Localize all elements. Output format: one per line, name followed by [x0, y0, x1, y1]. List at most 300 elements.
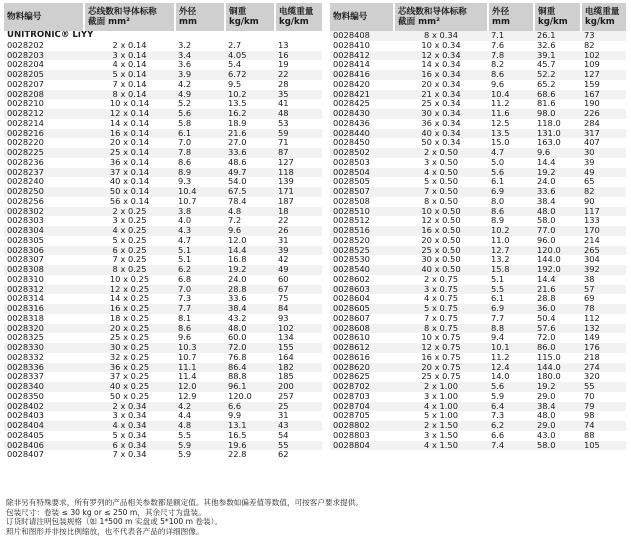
cell-part-number: 0028404 — [4, 421, 84, 431]
table-row — [4, 363, 322, 373]
table-row — [4, 70, 322, 80]
cell-copper-weight: 60.0 — [225, 333, 275, 343]
cell-cable-weight: 43 — [275, 421, 322, 431]
cell-copper-weight: 2.7 — [225, 41, 275, 51]
table-row — [330, 294, 626, 304]
cell-copper-weight: 36.0 — [534, 304, 581, 314]
cell-outer-diameter: 5.6 — [175, 109, 225, 119]
cell-copper-weight: 6.6 — [225, 402, 275, 412]
table-row — [330, 421, 626, 431]
cell-outer-diameter: 9.4 — [488, 333, 534, 343]
cell-cores-cross-section: 5 x 0.25 — [84, 236, 175, 246]
cell-part-number: 0028303 — [4, 216, 84, 226]
cell-outer-diameter: 12.0 — [175, 382, 225, 392]
cell-part-number: 0028337 — [4, 372, 84, 382]
cell-cores-cross-section: 3 x 0.14 — [84, 51, 175, 61]
cell-part-number: 0028504 — [330, 168, 394, 178]
cell-copper-weight: 16.5 — [225, 431, 275, 441]
cell-cores-cross-section: 10 x 0.50 — [394, 207, 488, 217]
table-row — [4, 216, 322, 226]
cell-cable-weight: 41 — [275, 99, 322, 109]
table-row — [4, 392, 322, 402]
cell-cable-weight: 159 — [581, 80, 626, 90]
cell-copper-weight: 24.0 — [534, 177, 581, 187]
cell-copper-weight: 48.0 — [534, 411, 581, 421]
cell-outer-diameter: 8.6 — [488, 207, 534, 217]
cell-cores-cross-section: 2 x 1.00 — [394, 382, 488, 392]
cell-cores-cross-section: 25 x 0.14 — [84, 148, 175, 158]
table-row — [4, 450, 322, 460]
cell-part-number: 0028803 — [330, 431, 394, 441]
table-row — [4, 411, 322, 421]
cell-outer-diameter: 7.0 — [175, 138, 225, 148]
cell-copper-weight: 86.4 — [225, 363, 275, 373]
table-row — [330, 90, 626, 100]
cell-outer-diameter: 9.6 — [175, 333, 225, 343]
cell-copper-weight: 118.0 — [534, 119, 581, 129]
cell-cores-cross-section: 7 x 0.34 — [84, 450, 175, 460]
table-row — [4, 99, 322, 109]
cell-copper-weight: 12.0 — [225, 236, 275, 246]
cell-cable-weight: 187 — [275, 197, 322, 207]
table-row — [4, 119, 322, 129]
cell-cores-cross-section: 50 x 0.14 — [84, 187, 175, 197]
cell-outer-diameter: 10.2 — [488, 226, 534, 236]
cell-part-number: 0028416 — [330, 70, 394, 80]
cable-table-left — [4, 3, 322, 460]
cell-cable-weight: 98 — [581, 411, 626, 421]
cell-copper-weight: 144.0 — [534, 363, 581, 373]
cell-cores-cross-section: 4 x 0.34 — [84, 421, 175, 431]
cell-cable-weight: 53 — [275, 119, 322, 129]
cell-cable-weight: 127 — [581, 70, 626, 80]
cell-cores-cross-section: 3 x 0.50 — [394, 158, 488, 168]
table-row — [4, 138, 322, 148]
note-line: 包装尺寸：卷装 ≤ 30 kg or ≤ 250 m，其余尺寸为盘装。 — [6, 507, 206, 517]
table-row — [4, 168, 322, 178]
cell-part-number: 0028440 — [330, 129, 394, 139]
cell-part-number: 0028402 — [4, 402, 84, 412]
cell-cores-cross-section: 30 x 0.34 — [394, 109, 488, 119]
cell-part-number: 0028225 — [4, 148, 84, 158]
cell-part-number: 0028421 — [330, 90, 394, 100]
cell-outer-diameter: 8.9 — [488, 216, 534, 226]
cell-outer-diameter: 12.5 — [488, 119, 534, 129]
cell-cores-cross-section: 7 x 0.50 — [394, 187, 488, 197]
cell-part-number: 0028425 — [330, 99, 394, 109]
cell-copper-weight: 48.0 — [225, 324, 275, 334]
cell-copper-weight: 4.8 — [225, 207, 275, 217]
cell-cores-cross-section: 20 x 0.75 — [394, 363, 488, 373]
cell-cores-cross-section: 5 x 1.00 — [394, 411, 488, 421]
table-row — [4, 90, 322, 100]
cell-part-number: 0028610 — [330, 333, 394, 343]
cell-part-number: 0028512 — [330, 216, 394, 226]
table-row — [4, 421, 322, 431]
table-row — [4, 304, 322, 314]
cell-copper-weight: 68.6 — [534, 90, 581, 100]
cell-cores-cross-section: 5 x 0.14 — [84, 70, 175, 80]
header-cores-cross-section: 芯线数和导体标称 截面 mm² — [84, 3, 175, 31]
cell-cores-cross-section: 12 x 0.34 — [394, 51, 488, 61]
cell-cores-cross-section: 3 x 0.25 — [84, 216, 175, 226]
cell-part-number: 0028318 — [4, 314, 84, 324]
cell-cores-cross-section: 7 x 0.14 — [84, 80, 175, 90]
cell-cable-weight: 25 — [275, 402, 322, 412]
cell-copper-weight: 9.6 — [225, 226, 275, 236]
cell-outer-diameter: 6.1 — [488, 177, 534, 187]
cell-cable-weight: 132 — [581, 324, 626, 334]
cell-part-number: 0028520 — [330, 236, 394, 246]
cell-part-number: 0028314 — [4, 294, 84, 304]
cell-copper-weight: 16.8 — [225, 255, 275, 265]
table-row — [4, 372, 322, 382]
cell-copper-weight: 58.0 — [534, 216, 581, 226]
cell-outer-diameter: 6.6 — [488, 431, 534, 441]
table-row — [330, 382, 626, 392]
cell-outer-diameter: 6.2 — [175, 265, 225, 275]
table-body-left — [4, 31, 322, 460]
cell-outer-diameter: 12.9 — [175, 392, 225, 402]
cell-cable-weight: 176 — [581, 343, 626, 353]
cell-cores-cross-section: 25 x 0.25 — [84, 333, 175, 343]
cell-copper-weight: 13.1 — [225, 421, 275, 431]
table-row — [330, 187, 626, 197]
cell-cable-weight: 257 — [275, 392, 322, 402]
table-row — [4, 41, 322, 51]
cell-cable-weight: 49 — [581, 168, 626, 178]
note-line: 订货时请注明包装规格（如 1*500 m 实盘或 5*100 m 卷装）。 — [6, 517, 223, 527]
table-row — [4, 80, 322, 90]
table-row — [4, 343, 322, 353]
cell-outer-diameter: 15.8 — [488, 265, 534, 275]
cell-copper-weight: 163.0 — [534, 138, 581, 148]
cell-cable-weight: 304 — [581, 255, 626, 265]
table-row — [330, 411, 626, 421]
cell-cores-cross-section: 25 x 0.50 — [394, 246, 488, 256]
cell-cores-cross-section: 3 x 1.00 — [394, 392, 488, 402]
cell-outer-diameter: 5.1 — [175, 246, 225, 256]
cell-cores-cross-section: 10 x 0.25 — [84, 275, 175, 285]
header-copper-weight: 铜重 kg/km — [225, 3, 275, 31]
cell-copper-weight: 81.6 — [534, 99, 581, 109]
cell-cable-weight: 88 — [581, 431, 626, 441]
cell-outer-diameter: 8.8 — [488, 324, 534, 334]
cell-outer-diameter: 4.7 — [488, 148, 534, 158]
cell-cable-weight: 265 — [581, 246, 626, 256]
table-row — [330, 333, 626, 343]
cell-cores-cross-section: 8 x 0.50 — [394, 197, 488, 207]
cell-outer-diameter: 7.7 — [175, 304, 225, 314]
table-row — [330, 109, 626, 119]
cell-cable-weight: 67 — [275, 285, 322, 295]
cell-outer-diameter: 6.4 — [488, 402, 534, 412]
cell-cable-weight: 407 — [581, 138, 626, 148]
cell-cores-cross-section: 12 x 0.14 — [84, 109, 175, 119]
table-row — [4, 236, 322, 246]
table-row — [4, 382, 322, 392]
footnotes — [6, 498, 626, 536]
cell-cores-cross-section: 20 x 0.34 — [394, 80, 488, 90]
cell-cores-cross-section: 2 x 0.50 — [394, 148, 488, 158]
cell-outer-diameter: 13.2 — [488, 255, 534, 265]
cell-part-number: 0028336 — [4, 363, 84, 373]
cell-cores-cross-section: 32 x 0.25 — [84, 353, 175, 363]
cell-part-number: 0028604 — [330, 294, 394, 304]
table-row — [4, 246, 322, 256]
cell-cores-cross-section: 18 x 0.25 — [84, 314, 175, 324]
cell-outer-diameter: 5.1 — [488, 275, 534, 285]
table-row — [4, 60, 322, 70]
cell-outer-diameter: 5.1 — [175, 255, 225, 265]
cell-copper-weight: 76.8 — [225, 353, 275, 363]
cell-copper-weight: 48.6 — [225, 158, 275, 168]
cell-copper-weight: 14.4 — [534, 275, 581, 285]
cell-outer-diameter: 5.9 — [175, 441, 225, 451]
cell-copper-weight: 120.0 — [225, 392, 275, 402]
cell-part-number: 0028212 — [4, 109, 84, 119]
cell-copper-weight: 14.4 — [225, 246, 275, 256]
cell-cores-cross-section: 21 x 0.34 — [394, 90, 488, 100]
cell-part-number: 0028307 — [4, 255, 84, 265]
cell-outer-diameter: 12.4 — [488, 363, 534, 373]
table-row — [330, 60, 626, 70]
cell-outer-diameter: 4.9 — [175, 90, 225, 100]
cell-cable-weight: 70 — [581, 392, 626, 402]
cell-part-number: 0028602 — [330, 275, 394, 285]
cell-cores-cross-section: 50 x 0.25 — [84, 392, 175, 402]
cell-cores-cross-section: 8 x 0.75 — [394, 324, 488, 334]
cell-part-number: 0028603 — [330, 285, 394, 295]
cell-part-number: 0028802 — [330, 421, 394, 431]
cell-copper-weight: 39.1 — [534, 51, 581, 61]
cell-cable-weight: 65 — [581, 177, 626, 187]
cell-outer-diameter: 8.9 — [175, 168, 225, 178]
cell-part-number: 0028804 — [330, 441, 394, 451]
cell-cores-cross-section: 40 x 0.50 — [394, 265, 488, 275]
cell-copper-weight: 72.0 — [225, 343, 275, 353]
cell-cores-cross-section: 36 x 0.34 — [394, 119, 488, 129]
cell-cores-cross-section: 16 x 0.50 — [394, 226, 488, 236]
cell-cores-cross-section: 16 x 0.25 — [84, 304, 175, 314]
cell-cores-cross-section: 30 x 0.25 — [84, 343, 175, 353]
cell-outer-diameter: 11.2 — [488, 353, 534, 363]
cell-part-number: 0028332 — [4, 353, 84, 363]
cell-part-number: 0028207 — [4, 80, 84, 90]
table-row — [330, 148, 626, 158]
cell-cable-weight: 190 — [581, 99, 626, 109]
table-row — [4, 441, 322, 451]
cell-cable-weight: 69 — [581, 294, 626, 304]
cell-part-number: 0028237 — [4, 168, 84, 178]
header-part-number: 物料编号 — [330, 3, 394, 31]
cable-table-right — [330, 3, 626, 450]
table-row — [330, 51, 626, 61]
cell-cores-cross-section: 20 x 0.25 — [84, 324, 175, 334]
cell-part-number: 0028403 — [4, 411, 84, 421]
cell-cores-cross-section: 36 x 0.14 — [84, 158, 175, 168]
cell-cores-cross-section: 40 x 0.25 — [84, 382, 175, 392]
table-row — [330, 158, 626, 168]
cell-outer-diameter: 5.8 — [175, 119, 225, 129]
cell-outer-diameter: 3.4 — [175, 51, 225, 61]
cell-outer-diameter: 11.1 — [175, 363, 225, 373]
table-body-right — [330, 31, 626, 450]
cell-outer-diameter: 11.2 — [488, 99, 534, 109]
table-row — [330, 275, 626, 285]
table-row — [330, 285, 626, 295]
cell-outer-diameter: 8.6 — [175, 158, 225, 168]
table-row — [330, 363, 626, 373]
cell-cores-cross-section: 8 x 0.14 — [84, 90, 175, 100]
cell-cable-weight: 284 — [581, 119, 626, 129]
cell-outer-diameter: 4.3 — [175, 226, 225, 236]
cell-copper-weight: 96.1 — [225, 382, 275, 392]
cell-copper-weight: 19.6 — [225, 441, 275, 451]
cell-outer-diameter: 5.6 — [488, 382, 534, 392]
cell-part-number: 0028204 — [4, 60, 84, 70]
cell-copper-weight: 5.4 — [225, 60, 275, 70]
cell-outer-diameter: 12.7 — [488, 246, 534, 256]
cell-cable-weight: 171 — [275, 187, 322, 197]
cell-copper-weight: 28.8 — [225, 285, 275, 295]
cell-cores-cross-section: 14 x 0.34 — [394, 60, 488, 70]
table-row — [330, 216, 626, 226]
cell-outer-diameter: 4.7 — [175, 236, 225, 246]
cell-part-number: 0028408 — [330, 31, 394, 41]
cell-copper-weight: 180.0 — [534, 372, 581, 382]
cell-cores-cross-section: 10 x 0.75 — [394, 333, 488, 343]
cell-part-number: 0028308 — [4, 265, 84, 275]
cell-cores-cross-section: 16 x 0.75 — [394, 353, 488, 363]
cell-part-number: 0028316 — [4, 304, 84, 314]
header-cable-weight: 电缆重量 kg/km — [581, 3, 626, 31]
cell-copper-weight: 27.0 — [225, 138, 275, 148]
table-row — [330, 343, 626, 353]
cell-cable-weight: 214 — [581, 236, 626, 246]
cell-outer-diameter: 4.8 — [175, 421, 225, 431]
cell-copper-weight: 96.0 — [534, 236, 581, 246]
table-row — [330, 31, 626, 41]
cell-cable-weight: 39 — [275, 246, 322, 256]
cell-cable-weight: 134 — [275, 333, 322, 343]
cell-cable-weight: 74 — [581, 421, 626, 431]
cell-cable-weight: 170 — [581, 226, 626, 236]
cell-cores-cross-section: 4 x 0.14 — [84, 60, 175, 70]
cell-outer-diameter: 7.4 — [488, 441, 534, 451]
cell-cores-cross-section: 7 x 0.75 — [394, 314, 488, 324]
cell-cable-weight: 62 — [275, 450, 322, 460]
table-row — [4, 402, 322, 412]
cell-cores-cross-section: 37 x 0.25 — [84, 372, 175, 382]
table-row — [4, 129, 322, 139]
table-row — [4, 353, 322, 363]
cell-part-number: 0028407 — [4, 450, 84, 460]
table-row — [4, 187, 322, 197]
cell-part-number: 0028430 — [330, 109, 394, 119]
cell-part-number: 0028205 — [4, 70, 84, 80]
cell-part-number: 0028625 — [330, 372, 394, 382]
table-row — [330, 207, 626, 217]
table-row — [330, 402, 626, 412]
group-title-row — [4, 31, 322, 41]
cell-outer-diameter: 11.6 — [488, 109, 534, 119]
cell-outer-diameter: 6.1 — [175, 129, 225, 139]
table-row — [330, 324, 626, 334]
cell-copper-weight: 52.2 — [534, 70, 581, 80]
cell-cores-cross-section: 8 x 0.34 — [394, 31, 488, 41]
cell-part-number: 0028214 — [4, 119, 84, 129]
table-row — [330, 314, 626, 324]
cell-copper-weight: 16.2 — [225, 109, 275, 119]
cell-part-number: 0028703 — [330, 392, 394, 402]
cell-copper-weight: 21.6 — [225, 129, 275, 139]
table-row — [330, 246, 626, 256]
cell-cores-cross-section: 36 x 0.25 — [84, 363, 175, 373]
cell-cable-weight: 167 — [581, 90, 626, 100]
table-row — [330, 392, 626, 402]
cell-outer-diameter: 6.9 — [488, 304, 534, 314]
cell-copper-weight: 50.4 — [534, 314, 581, 324]
cell-cable-weight: 155 — [275, 343, 322, 353]
cell-part-number: 0028502 — [330, 148, 394, 158]
cell-cable-weight: 320 — [581, 372, 626, 382]
cell-cores-cross-section: 3 x 0.75 — [394, 285, 488, 295]
cell-part-number: 0028302 — [4, 207, 84, 217]
cell-part-number: 0028210 — [4, 99, 84, 109]
cell-cores-cross-section: 5 x 0.50 — [394, 177, 488, 187]
cell-cable-weight: 30 — [581, 148, 626, 158]
cell-copper-weight: 72.0 — [534, 333, 581, 343]
cell-part-number: 0028410 — [330, 41, 394, 51]
cell-copper-weight: 131.0 — [534, 129, 581, 139]
cell-cable-weight: 71 — [275, 138, 322, 148]
cell-outer-diameter: 6.9 — [488, 187, 534, 197]
cell-cable-weight: 102 — [275, 324, 322, 334]
table-row — [4, 294, 322, 304]
table-header-row — [330, 3, 626, 31]
cell-copper-weight: 33.6 — [225, 148, 275, 158]
cell-part-number: 0028503 — [330, 158, 394, 168]
cell-outer-diameter: 8.6 — [488, 70, 534, 80]
cell-cores-cross-section: 14 x 0.25 — [84, 294, 175, 304]
cell-part-number: 0028507 — [330, 187, 394, 197]
cell-cable-weight: 19 — [275, 60, 322, 70]
cell-cores-cross-section: 7 x 0.25 — [84, 255, 175, 265]
cell-copper-weight: 192.0 — [534, 265, 581, 275]
cell-outer-diameter: 7.7 — [488, 314, 534, 324]
cell-cores-cross-section: 4 x 1.00 — [394, 402, 488, 412]
cell-part-number: 0028608 — [330, 324, 394, 334]
cell-copper-weight: 38.4 — [534, 402, 581, 412]
cell-cable-weight: 75 — [275, 294, 322, 304]
cell-cores-cross-section: 8 x 0.25 — [84, 265, 175, 275]
table-row — [330, 372, 626, 382]
table-row — [330, 168, 626, 178]
cell-part-number: 0028450 — [330, 138, 394, 148]
cell-cores-cross-section: 4 x 0.25 — [84, 226, 175, 236]
cell-outer-diameter: 7.0 — [175, 285, 225, 295]
cell-part-number: 0028256 — [4, 197, 84, 207]
cell-copper-weight: 33.6 — [225, 294, 275, 304]
cell-outer-diameter: 3.2 — [175, 41, 225, 51]
cell-cores-cross-section: 4 x 0.50 — [394, 168, 488, 178]
table-row — [4, 314, 322, 324]
table-row — [4, 265, 322, 275]
cell-cores-cross-section: 4 x 0.75 — [394, 294, 488, 304]
cell-cable-weight: 35 — [275, 90, 322, 100]
table-row — [330, 119, 626, 129]
